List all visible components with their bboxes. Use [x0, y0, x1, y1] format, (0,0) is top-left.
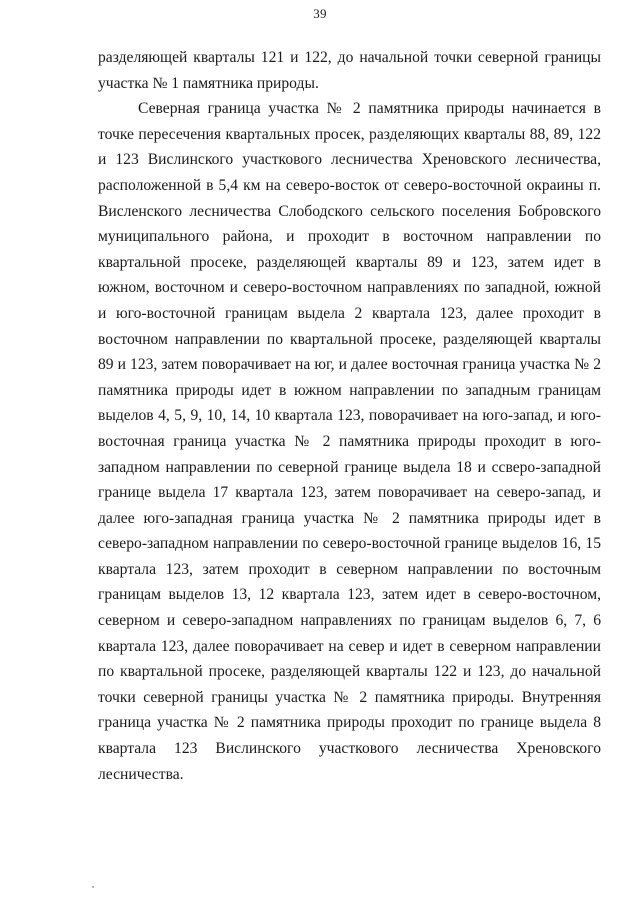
page-number: 39: [313, 6, 327, 21]
paragraph-northern-boundary-plot-2: Северная граница участка № 2 памятника природы начинается в точке пересечения квартальных просек, разделяющих кварталы 88, 89, 122 и 123 Вислинского участкового лесничества Хреновского лесничества, расположенной в 5,4 км на северо-восток от северо-восточной окраины п. Висленского лесничества Слободского сельского поселения Бобровского муниципального района, и проходит в восточном направлении по квартальной просеке, разделяющей кварталы 89 и 123, затем идет в южном, восточном и северо-восточном направлениях по западной, южной и юго-восточной границам выдела 2 квартала 123, далее проходит в восточном направлении по квартальной просеке, разделяющей кварталы 89 и 123, затем поворачивает на юг, и далее восточная граница участка № 2 памятника природы идет в южном направлении по западным границам выделов 4, 5, 9, 10, 14, 10 квартала 123, поворачивает на юго-запад, и юго-восточная граница участка № 2 памятника природы проходит в юго-западном направлении по северной границе выдела 18 и ссверо-западной границе выдела 17 квартала 123, затем поворачивает на северо-запад, и далее юго-западная граница участка № 2 памятника природы идет в северо-западном направлении по северо-восточной границе выделов 16, 15 квартала 123, затем проходит в северном направлении по восточным границам выделов 13, 12 квартала 123, затем идет в северо-восточном, северном и северо-западном направлениях по границам выделов 6, 7, 6 квартала 123, далее поворачивает на север и идет в северном направлении по квартальной просеке, разделяющей кварталы 122 и 123, до начальной точки северной границы участка № 2 памятника природы. Внутренняя граница участка № 2 памятника природы проходит по границе выдела 8 квартала 123 Вислинского участкового лесничества Хреновского лесничества.: [98, 100, 601, 783]
paragraph-continuation: разделяющей кварталы 121 и 122, до начальной точки северной границы участка № 1 памятника природы.: [98, 49, 601, 92]
document-body: [98, 45, 601, 787]
scan-speck: [92, 886, 94, 888]
